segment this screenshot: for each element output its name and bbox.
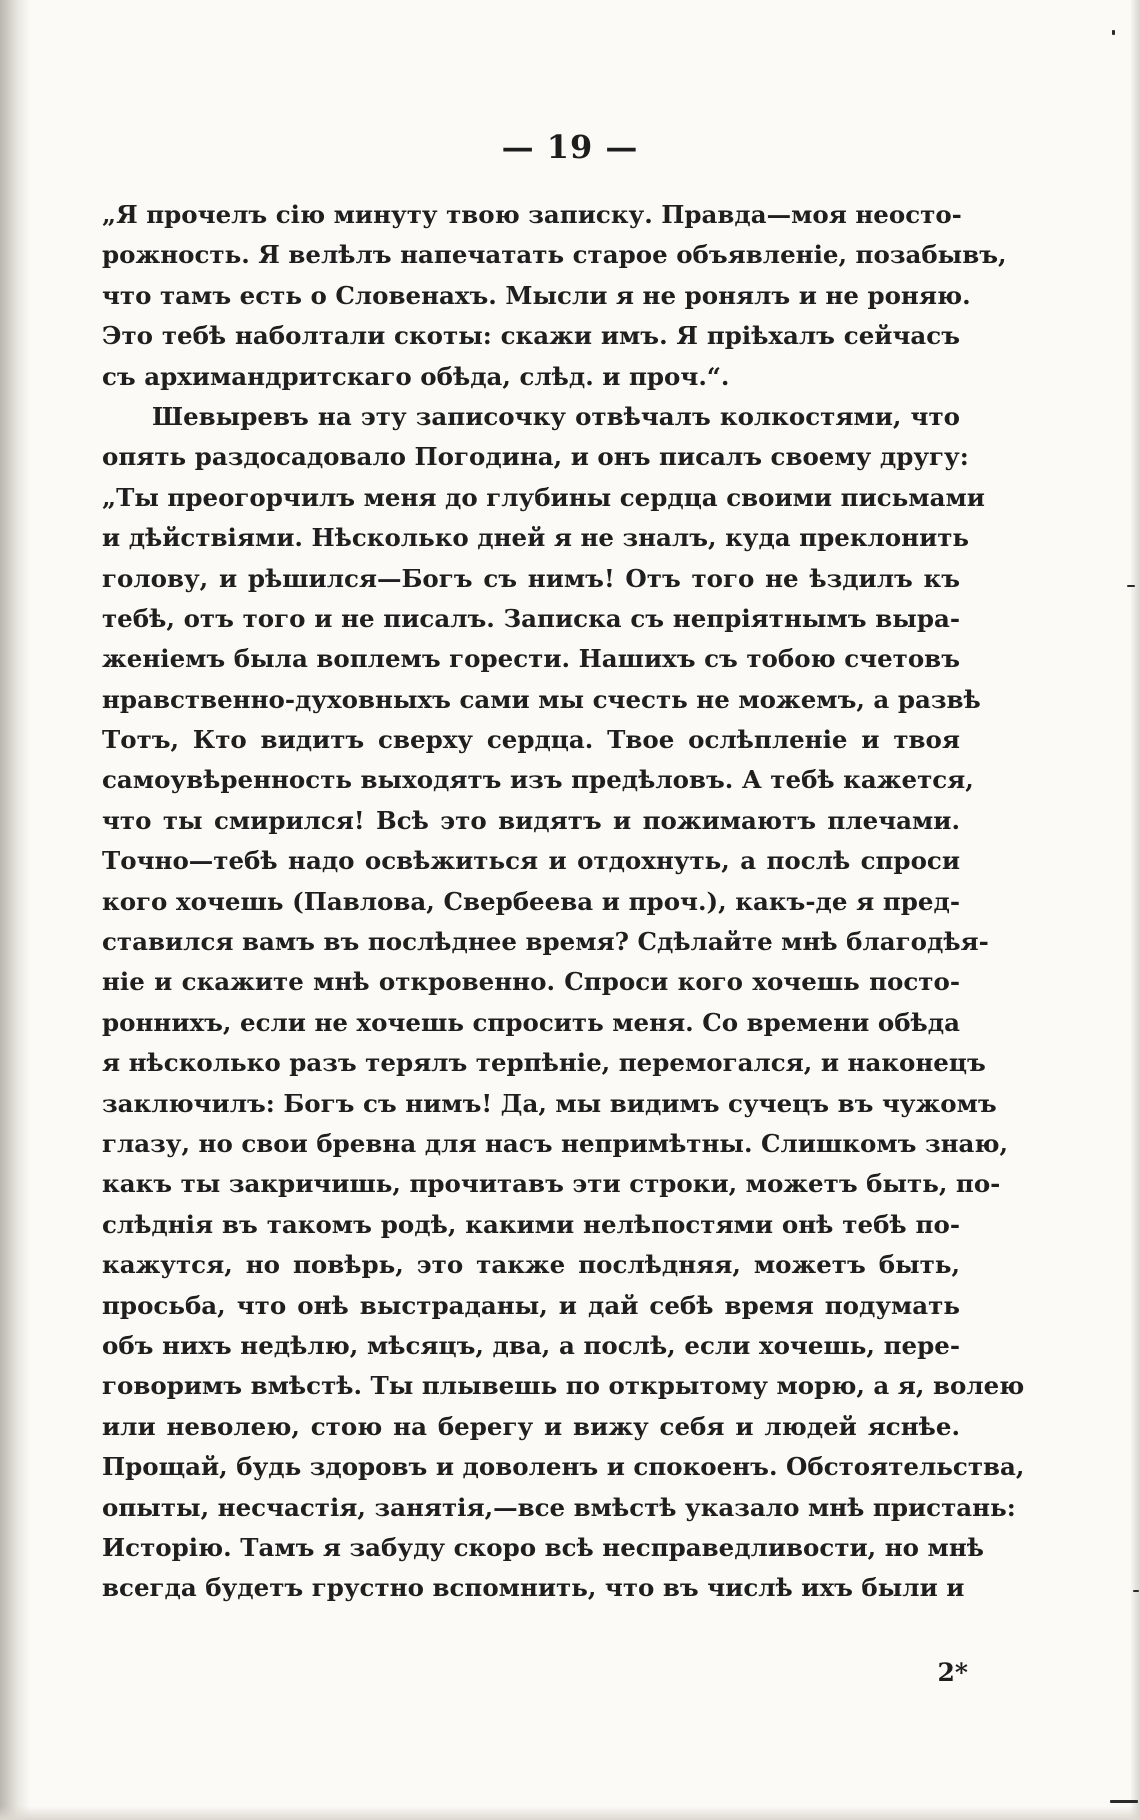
- text-line: съ архимандритскаго обѣда, слѣд. и проч.“.: [102, 361, 730, 391]
- text-line: Тотъ, Кто видитъ сверху сердца. Твое ослѣпленіе и твоя: [102, 725, 960, 755]
- text-line: просьба, что онѣ выстраданы, и дай себѣ время подумать: [102, 1290, 960, 1320]
- scan-speck: [1127, 585, 1135, 587]
- text-line: Шевыревъ на эту записочку отвѣчалъ колкостями, что: [152, 401, 960, 431]
- text-line: самоувѣренность выходятъ изъ предѣловъ. А тебѣ кажется,: [102, 765, 974, 795]
- text-line: глазу, но свои бревна для насъ непримѣтны. Слишкомъ знаю,: [102, 1128, 1009, 1158]
- text-line: говоримъ вмѣстѣ. Ты плывешь по открытому морю, а я, волею: [102, 1371, 1025, 1401]
- text-line: роннихъ, если не хочешь спросить меня. Со времени обѣда: [102, 1007, 960, 1037]
- text-line: ставился вамъ въ послѣднее время? Сдѣлайте мнѣ благодѣя-: [102, 927, 989, 957]
- text-line: женіемъ была воплемъ горести. Нашихъ съ тобою счетовъ: [102, 644, 960, 674]
- text-line: всегда будетъ грустно вспомнить, что въ числѣ ихъ были и: [102, 1573, 965, 1603]
- text-line: голову, и рѣшился—Богъ съ нимъ! Отъ того не ѣздилъ къ: [102, 563, 960, 593]
- text-line: „Я прочелъ сію минуту твою записку. Правда—моя неосто-: [102, 200, 962, 229]
- scan-speck: [1110, 1800, 1138, 1803]
- printer-signature-mark: 2*: [937, 1658, 968, 1687]
- body-text: [102, 195, 1025, 1609]
- text-line: рожность. Я велѣлъ напечатать старое объявленіе, позабывъ,: [102, 240, 1007, 270]
- page-right-edge: [1130, 0, 1140, 1820]
- text-line: опыты, несчастія, занятія,—все вмѣстѣ указало мнѣ пристань:: [102, 1492, 1016, 1522]
- text-line: ніе и скажите мнѣ откровенно. Спроси кого хочешь посто-: [102, 967, 960, 997]
- text-line: я нѣсколько разъ терялъ терпѣніе, перемогался, и наконецъ: [102, 1048, 986, 1078]
- text-line: „Ты преогорчилъ меня до глубины сердца своими письмами: [102, 482, 985, 512]
- text-line: Прощай, будь здоровъ и доволенъ и спокоенъ. Обстоятельства,: [102, 1452, 1025, 1482]
- text-line: Исторію. Тамъ я забуду скоро всѣ несправедливости, но мнѣ: [102, 1532, 984, 1562]
- text-line: кажутся, но повѣрь, это также послѣдняя, можетъ быть,: [102, 1250, 960, 1280]
- text-line: нравственно-духовныхъ сами мы счесть не можемъ, а развѣ: [102, 684, 981, 714]
- text-line: Это тебѣ наболтали скоты: скажи имъ. Я пріѣхалъ сейчасъ: [102, 321, 960, 351]
- scan-speck: [1133, 1590, 1139, 1592]
- text-line: что ты смирился! Всѣ это видятъ и пожимаютъ плечами.: [102, 805, 960, 835]
- text-line: заключилъ: Богъ съ нимъ! Да, мы видимъ сучецъ въ чужомъ: [102, 1088, 997, 1118]
- scan-speck: [1112, 30, 1115, 35]
- page-bottom-edge: [0, 1806, 1140, 1820]
- text-line: кого хочешь (Павлова, Свербеева и проч.), какъ-де я пред-: [102, 886, 960, 916]
- page-gutter-shadow: [0, 0, 30, 1820]
- text-line: что тамъ есть о Словенахъ. Мысли я не ронялъ и не роняю.: [102, 280, 971, 310]
- text-line: слѣднія въ такомъ родѣ, какими нелѣпостями онѣ тебѣ по-: [102, 1209, 960, 1239]
- page-number: — 19 —: [501, 128, 639, 166]
- text-line: объ нихъ недѣлю, мѣсяцъ, два, а послѣ, если хочешь, пере-: [102, 1330, 960, 1360]
- text-line: и дѣйствіями. Нѣсколько дней я не зналъ, куда преклонить: [102, 523, 970, 553]
- text-line: Точно—тебѣ надо освѣжиться и отдохнуть, а послѣ спроси: [102, 846, 960, 876]
- text-line: опять раздосадовало Погодина, и онъ писалъ своему другу:: [102, 442, 969, 472]
- text-line: какъ ты закричишь, прочитавъ эти строки, можетъ быть, по-: [102, 1169, 1001, 1199]
- text-line: или неволею, стою на берегу и вижу себя и людей яснѣе.: [102, 1411, 960, 1441]
- text-line: тебѣ, отъ того и не писалъ. Записка съ непріятнымъ выра-: [102, 603, 960, 633]
